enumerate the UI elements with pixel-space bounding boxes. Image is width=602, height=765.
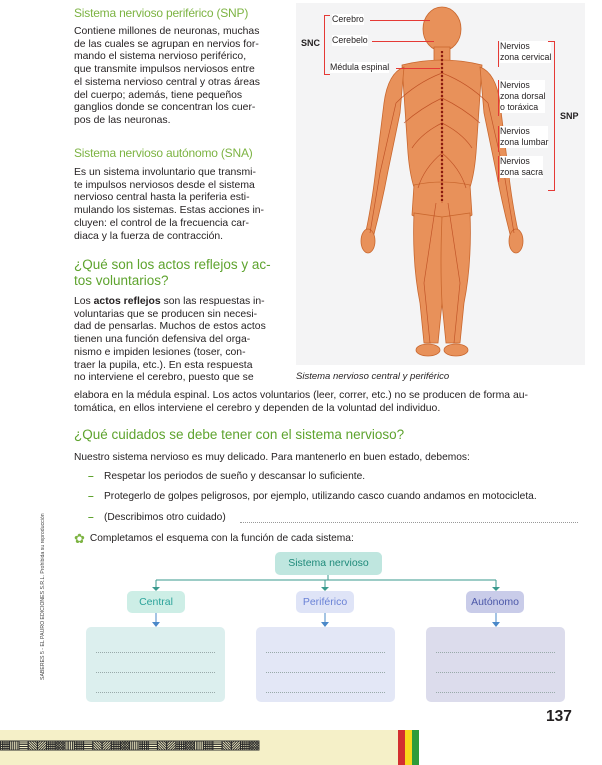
label-line: Nervios [500, 80, 530, 90]
gear-icon: ✿ [74, 530, 85, 546]
sna-paragraph [74, 167, 276, 243]
leader-line [370, 20, 430, 21]
label-cerebelo: Cerebelo [332, 35, 368, 45]
snp-marker [498, 126, 499, 152]
snp-paragraph [74, 26, 276, 128]
answer-line[interactable] [96, 692, 215, 693]
text-line: nervioso central hasta la periferia esti- [74, 192, 250, 204]
text-line: que transmite impulsos nerviosos entre [74, 64, 255, 76]
answer-line[interactable] [266, 692, 385, 693]
flag-stripe-green [412, 730, 419, 765]
task-instruction [74, 530, 354, 546]
text-line: mulando los sistemas. Estas acciones in- [74, 205, 264, 217]
text-line: tomática, en ellos interviene el cerebro y dependen de la voluntad del individuo. [74, 402, 441, 414]
text-line: elabora en la médula espinal. Los actos voluntarios (leer, correr, etc.) no se producen de forma au- [74, 390, 528, 401]
answer-line[interactable] [266, 672, 385, 673]
answer-line[interactable] [436, 672, 555, 673]
label-sacra [500, 156, 543, 178]
text-line: Es un sistema involuntario que transmi- [74, 167, 256, 178]
text-line: voluntarias que se producen sin necesi- [74, 308, 258, 320]
label-snp: SNP [560, 111, 579, 121]
heading-line: ¿Qué son los actos reflejos y ac- [74, 257, 271, 272]
snp-bracket-tick [548, 190, 554, 191]
text-line: no interviene el cerebro, puesto que se [74, 372, 254, 384]
text-line: del cuerpo; además, tiene pequeños [74, 89, 243, 101]
answer-box-periferico[interactable] [256, 627, 395, 702]
bullet-dash: – [88, 471, 94, 482]
text-line: te impulsos nerviosos desde el sistema [74, 179, 255, 191]
answer-box-autonomo[interactable] [426, 627, 565, 702]
label-medula: Médula espinal [330, 62, 390, 72]
text-line: ganglios donde se concentran los cuer- [74, 102, 256, 114]
snp-heading: Sistema nervioso periférico (SNP) [74, 6, 249, 20]
label-line: Nervios [500, 126, 530, 136]
text-line: cluyen: el control de la frecuencia car- [74, 217, 249, 229]
text-run: son las respuestas in- [160, 296, 265, 307]
care-intro: Nuestro sistema nervioso es muy delicado. Para mantenerlo en buen estado, debemos: [74, 452, 470, 463]
snc-bracket-tick [324, 74, 330, 75]
reflex-heading [74, 257, 279, 289]
list-item-text: Protegerlo de golpes peligrosos, por ejemplo, utilizando casco cuando andamos en motocicleta. [104, 491, 537, 502]
list-item-text: (Describimos otro cuidado) [104, 512, 226, 523]
snp-marker [498, 156, 499, 182]
list-item [88, 471, 365, 482]
snc-bracket-tick [324, 15, 330, 16]
label-line: zona sacra [500, 167, 544, 177]
label-line: zona cervical [500, 52, 552, 62]
text-line: pos de las neuronas. [74, 114, 171, 126]
scheme-node-periferico: Periférico [296, 591, 354, 613]
text-run: Los [74, 296, 94, 307]
answer-line[interactable] [266, 652, 385, 653]
nervous-system-figure [296, 3, 585, 385]
text-line: nismo e impiden lesiones (toser, con- [74, 346, 246, 358]
text-line: diaca y la fuerza de contracción. [74, 230, 224, 242]
answer-line[interactable] [240, 522, 578, 523]
reflex-term: actos reflejos [93, 296, 161, 307]
scheme-node-central: Central [127, 591, 185, 613]
answer-line[interactable] [96, 672, 215, 673]
text-line: dad de pensarlas. Muchos de estos actos [74, 321, 266, 333]
text-line: el sistema nervioso central y otras áreas [74, 76, 260, 88]
label-snc: SNC [301, 38, 321, 48]
label-line: o toráxica [500, 102, 539, 112]
text-line: de las cuales se agrupan en nervios for- [74, 38, 259, 50]
task-text: Completamos el esquema con la función de cada sistema: [89, 533, 354, 544]
scheme-root-node: Sistema nervioso [275, 552, 382, 575]
snp-bracket [554, 41, 555, 191]
text-line: Contiene millones de neuronas, muchas [74, 26, 260, 37]
list-item [88, 491, 537, 502]
answer-box-central[interactable] [86, 627, 225, 702]
leader-line [396, 68, 440, 69]
snp-bracket-tick [548, 41, 554, 42]
reflex-paragraph [74, 296, 276, 385]
text-line [74, 296, 276, 309]
flag-stripe-yellow [405, 730, 412, 765]
label-line: zona dorsal [500, 91, 546, 101]
leader-line [372, 41, 434, 42]
bullet-dash: – [88, 512, 94, 523]
flag-stripe-red [398, 730, 405, 765]
snc-bracket [324, 15, 325, 75]
label-cervical [500, 41, 551, 63]
list-item [88, 512, 226, 523]
text-line: tienen una función defensiva del orga- [74, 334, 251, 346]
text-line: traer la pupila, etc.). En esta respuesta [74, 359, 253, 371]
answer-line[interactable] [96, 652, 215, 653]
copyright-side-text: SABERES 5 - EL PAURO EDICIONES S.R.L. Prohibida su reproducción [40, 513, 46, 680]
page-number: 137 [546, 708, 572, 725]
footer-decorative-band [0, 730, 398, 765]
reflex-paragraph-continuation [74, 377, 586, 415]
care-heading: ¿Qué cuidados se debe tener con el sistema nervioso? [74, 427, 405, 442]
answer-line[interactable] [436, 692, 555, 693]
text-line: mando el sistema nervioso periférico, [74, 51, 247, 63]
snp-marker [498, 80, 499, 116]
label-line: Nervios [500, 156, 530, 166]
label-cerebro: Cerebro [332, 14, 364, 24]
heading-line: tos voluntarios? [74, 273, 169, 288]
label-dorsal [500, 80, 545, 113]
bullet-dash: – [88, 491, 94, 502]
answer-line[interactable] [436, 652, 555, 653]
label-line: Nervios [500, 41, 530, 51]
pattern-icon: ▦▥▤▧▨▦▩▥▦▤▧▨▦▩▥▦▤▧▨▦▩▥▦▤▧▨▦▩ [0, 735, 259, 755]
label-line: zona lumbar [500, 137, 549, 147]
sna-heading: Sistema nervioso autónomo (SNA) [74, 146, 253, 160]
scheme-node-autonomo: Autónomo [466, 591, 524, 613]
snp-marker [498, 41, 499, 67]
figure-caption: Sistema nervioso central y periférico [296, 371, 450, 382]
label-lumbar [500, 126, 548, 148]
list-item-text: Respetar los periodos de sueño y descansar lo suficiente. [104, 471, 366, 482]
